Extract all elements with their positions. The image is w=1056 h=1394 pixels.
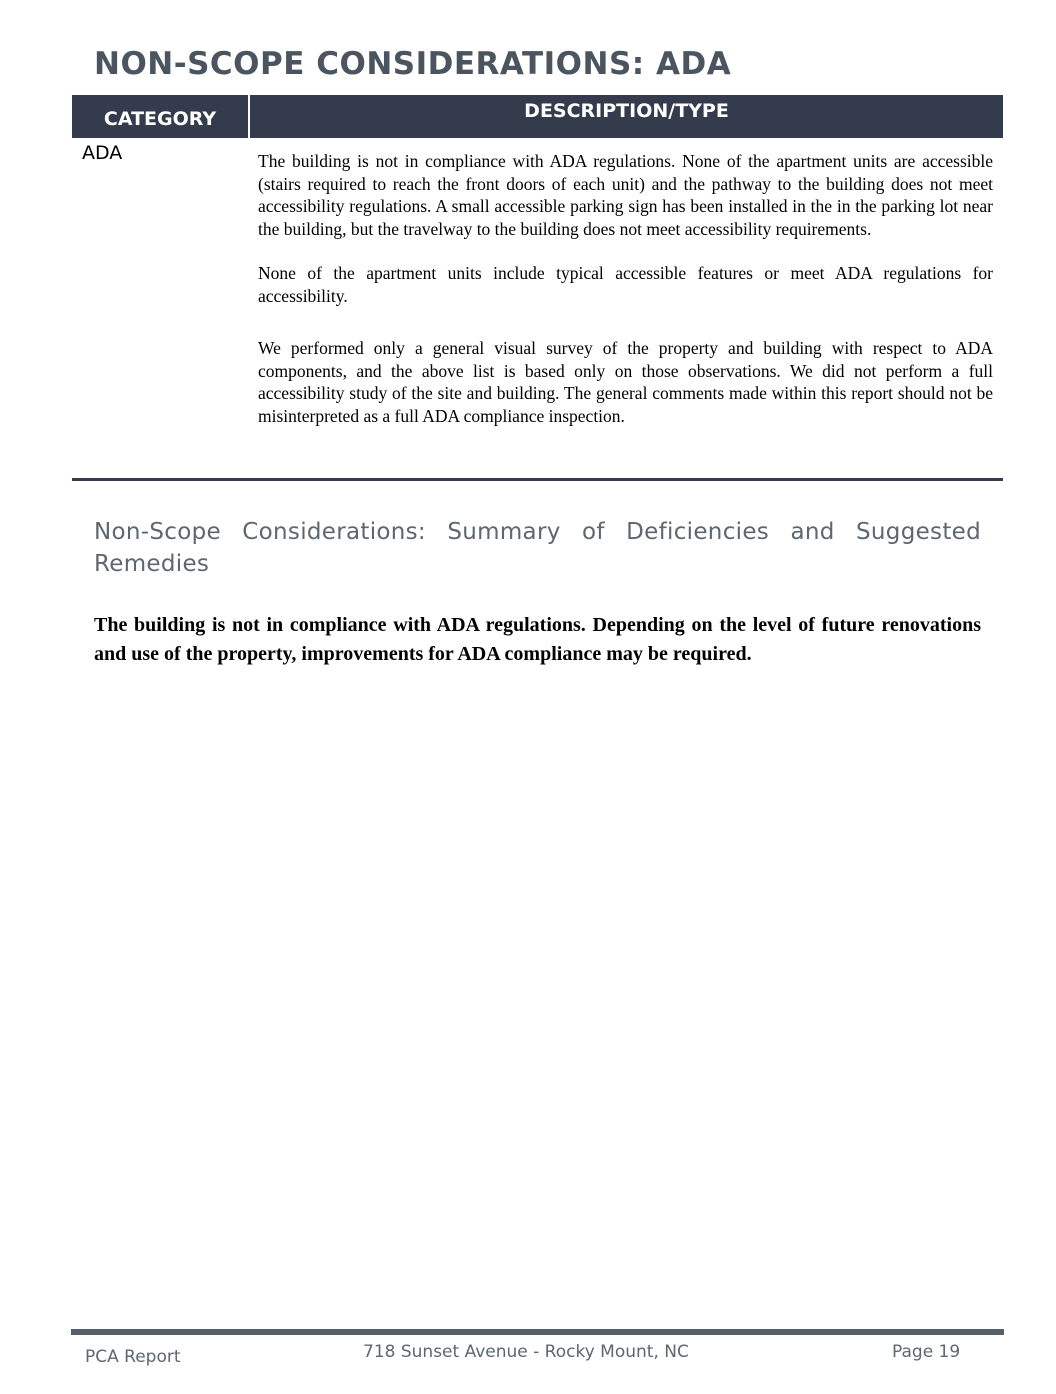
row-description (248, 138, 1003, 478)
description-paragraph: We performed only a general visual survey of the property and building with respect to ADA components, and the above list is based only on those observations. We did not perform a full accessibility study of the site and building. The general comments made within this report should not be misinterpreted as a full ADA compliance inspection. (258, 338, 993, 426)
summary-text: The building is not in compliance with ADA regulations. Depending on the level of future renovations and use of the property, improvements for ADA compliance may be required. (94, 614, 981, 665)
description-paragraph: The building is not in compliance with ADA regulations. None of the apartment units are accessible (stairs required to reach the front doors of each unit) and the pathway to the building does not meet accessibility regulations. A small accessible parking sign has been installed in the in the parking lot near the building, but the travelway to the building does not meet accessibility requirements. (258, 151, 993, 239)
footer-divider (71, 1329, 1004, 1335)
table-row (72, 138, 1003, 481)
footer-report-name: PCA Report (85, 1347, 181, 1367)
table-header (72, 95, 1003, 138)
header-description: DESCRIPTION/TYPE (250, 95, 1003, 138)
header-category: CATEGORY (72, 95, 248, 138)
description-paragraph: None of the apartment units include typical accessible features or meet ADA regulations for accessibility. (258, 263, 993, 306)
page-title: NON-SCOPE CONSIDERATIONS: ADA (94, 46, 732, 82)
row-category: ADA (82, 142, 123, 164)
summary-heading: Non-Scope Considerations: Summary of Deficiencies and Suggested Remedies (94, 519, 981, 577)
footer-address: 718 Sunset Avenue - Rocky Mount, NC (363, 1342, 689, 1362)
footer-page-number: Page 19 (892, 1342, 961, 1362)
ada-table (72, 95, 1003, 481)
